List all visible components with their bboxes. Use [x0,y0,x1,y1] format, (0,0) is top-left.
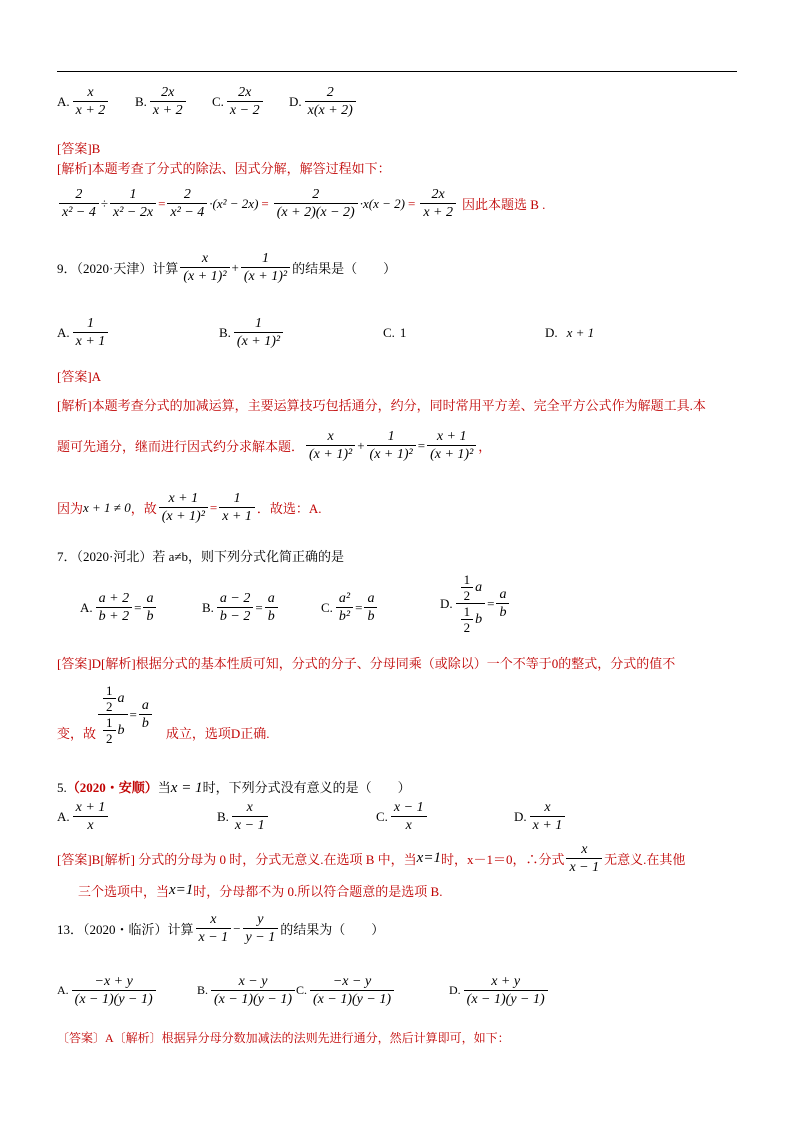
q0-option-b: B. $\frac{2x}{x + 2}$ [135,84,188,119]
q9-option-b: B. $\frac{1}{\text{(x + 1)²}}$ [219,315,285,350]
q5-option-b: B. $\frac{x}{x - 1}$ [217,799,270,834]
q0-option-c: C. $\frac{2x}{x - 2}$ [212,84,265,119]
q0-analysis: [解析]本题考查了分式的除法、因式分解，解答过程如下： [57,161,391,176]
q7-stem: 7．（2020·河北）若 a≠b，则下列分式化简正确的是 [57,549,344,564]
q0-option-a: A. $\frac{x}{x + 2}$ [57,84,110,119]
q13-stem: 13．（2020・临沂）计算 $\frac{x}{x - 1}$ − $\frac{y}{y - 1}$ 的结果为（ ） [57,912,385,945]
q7-option-a: A. $\frac{a + 2}{b + 2}$ = $\frac{a}{b}$ [80,590,158,625]
header-rule [57,71,737,72]
q9-answer: [答案]A [57,369,102,384]
q9-analysis-line2: 题可先通分，继而进行因式约分求解本题． $\frac{x}{\text{(x + 1)²}}$ + $\frac{1}{\text{(x + 1)²}}$ = $\frac{x + 1}{\text{(x + 1)²}}$ ， [57,429,492,462]
q7-answer-line2: 变，故 $\frac{1}{2}$ a $\frac{1}{2}$ b = $\frac{a}{b}$ 成立，选项D正确. [57,683,270,746]
q7-option-d: D. $\frac{1}{2}$ a $\frac{1}{2}$ b = $\frac{a}{b}$ [440,572,511,635]
q0-option-d: D. $\frac{2}{x(x + 2)}$ [289,84,358,119]
q7-option-b: B. $\frac{a - 2}{b - 2}$ = $\frac{a}{b}$ [202,590,280,625]
q13-option-d: D. $\frac{x + y}{(x - 1)(y - 1)}$ [449,973,550,1008]
q9-stem: 9．（2020·天津）计算 $\frac{x}{\text{(x + 1)²}}$ + $\frac{1}{\text{(x + 1)²}}$ 的结果是（ ） [57,251,397,284]
q0-work: $\frac{2}{\text{x² − 4}}$ ÷ $\frac{1}{\text{x² − 2x}}$ = $\frac{2}{\text{x² − 4}}$ ·(x² − 2x) = $\frac{2}{(x + 2)(x - 2)}$ ·x(x − 2) = $\frac{2x}{x + 2}$ 因此本题选 B . [57,186,545,221]
q13-option-c: C. $\frac{-x - y}{(x - 1)(y - 1)}$ [296,973,396,1008]
q9-option-d: D. x + 1 [545,325,595,340]
q0-answer: [答案]B [57,141,101,156]
q5-answer-line1: [答案]B[解析] 分式的分母为 0 时，分式无意义.在选项 B 中，当 x=1 时，x－1＝0，∴分式 $\frac{x}{x - 1}$ 无意义.在其他 [57,842,686,875]
q13-option-b: B. $\frac{x - y}{(x - 1)(y - 1)}$ [197,973,297,1008]
q9-analysis-line1: [解析]本题考查分式的加减运算，主要运算技巧包括通分，约分，同时常用平方差、完全平方公式作为解题工具.本 [57,398,706,413]
q7-answer-line1: [答案]D[解析]根据分式的基本性质可知，分式的分子、分母同乘（或除以）一个不等于0的整式，分式的值不 [57,656,676,671]
q9-option-c: C. 1 [383,325,407,340]
q13-option-a: A. $\frac{-x + y}{(x - 1)(y - 1)}$ [57,973,158,1008]
q5-stem: 5.（2020・安顺）当x = 1时，下列分式没有意义的是（ ） [57,780,411,796]
q7-option-c: C. $\frac{\text{a²}}{\text{b²}}$ = $\frac{a}{b}$ [321,590,379,625]
q13-answer: 〔答案〕A〔解析〕根据异分母分数加减法的法则先进行通分，然后计算即可，如下： [57,1031,510,1045]
q5-answer-line2: 三个选项中，当 x=1 时，分母都不为 0.所以符合题意的是选项 B. [78,882,443,899]
q5-option-d: D. $\frac{x}{x + 1}$ [514,799,567,834]
q5-option-c: C. $\frac{x - 1}{x}$ [376,799,429,834]
q9-option-a: A. $\frac{1}{x + 1}$ [57,315,110,350]
q5-option-a: A. $\frac{x + 1}{x}$ [57,799,110,834]
q9-analysis-line3: 因为 x + 1 ≠ 0 ，故 $\frac{x + 1}{\text{(x + 1)²}}$ = $\frac{1}{x + 1}$ ．故选：A. [57,491,322,524]
